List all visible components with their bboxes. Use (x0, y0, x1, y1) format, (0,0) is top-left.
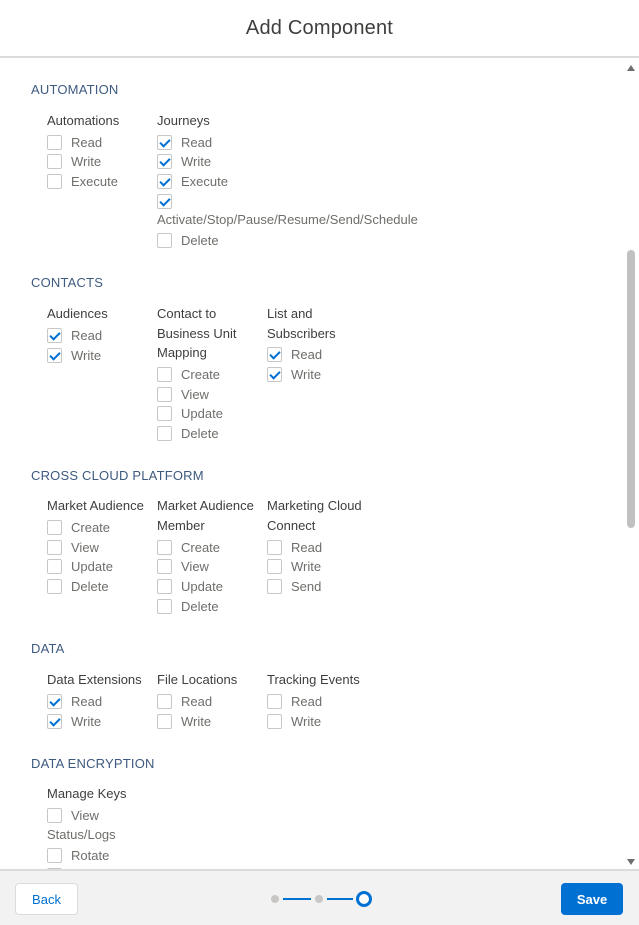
group-title-file-locations: File Locations (157, 672, 238, 687)
group-title-manage-keys: Manage Keys (47, 786, 127, 801)
checkbox-journeys-activate[interactable] (157, 192, 181, 210)
checkbox-journeys-read[interactable]: Read (157, 133, 212, 151)
scroll-thumb[interactable] (627, 250, 635, 528)
checkbox-icon[interactable] (47, 520, 62, 535)
checkbox-market-audience-view[interactable]: View (47, 538, 99, 556)
checkbox-icon[interactable] (47, 694, 62, 709)
group-title-tracking-events: Tracking Events (267, 672, 360, 687)
checkbox-icon[interactable] (47, 174, 62, 189)
checkbox-data-extensions-read[interactable]: Read (47, 692, 102, 710)
checkbox-automations-write[interactable]: Write (47, 152, 101, 170)
checkbox-icon[interactable] (157, 367, 172, 382)
checkbox-icon[interactable] (47, 808, 62, 823)
checkbox-bu-mapping-update[interactable]: Update (157, 404, 223, 422)
checkbox-manage-keys-rotate[interactable]: Rotate (47, 846, 109, 864)
section-title-automation: AUTOMATION (31, 82, 119, 97)
checkbox-mc-connect-send[interactable]: Send (267, 577, 321, 595)
checkbox-mc-connect-read[interactable]: Read (267, 538, 322, 556)
checkbox-market-audience-update[interactable]: Update (47, 557, 113, 575)
checkbox-mam-update[interactable]: Update (157, 577, 223, 595)
checkbox-icon[interactable] (267, 347, 282, 362)
checkbox-icon[interactable] (47, 848, 62, 863)
checkbox-journeys-delete[interactable]: Delete (157, 231, 219, 249)
modal-title: Add Component (245, 16, 394, 39)
checkbox-mam-create[interactable]: Create (157, 538, 220, 556)
checkbox-tracking-events-write[interactable]: Write (267, 712, 321, 730)
checkbox-icon[interactable] (267, 540, 282, 555)
checkbox-mam-delete[interactable]: Delete (157, 597, 219, 615)
group-title-journeys: Journeys (157, 113, 210, 128)
checkbox-icon[interactable] (267, 579, 282, 594)
checkbox-list-subscribers-write[interactable]: Write (267, 365, 321, 383)
checkbox-manage-keys-view[interactable]: View (47, 806, 99, 824)
checkbox-bu-mapping-view[interactable]: View (157, 385, 209, 403)
checkbox-icon[interactable] (157, 426, 172, 441)
checkbox-icon[interactable] (47, 579, 62, 594)
group-title-automations: Automations (47, 113, 120, 128)
checkbox-icon[interactable] (47, 348, 62, 363)
checkbox-audiences-read[interactable]: Read (47, 326, 102, 344)
group-title-market-audience: Market Audience (47, 498, 144, 513)
checkbox-journeys-execute[interactable]: Execute (157, 172, 228, 190)
checkbox-bu-mapping-delete[interactable]: Delete (157, 424, 219, 442)
section-title-data-encryption: DATA ENCRYPTION (31, 756, 155, 771)
group-title-list-subscribers: List and Subscribers (267, 306, 336, 341)
group-title-market-audience-member: Market Audience Member (157, 498, 254, 533)
group-title-data-extensions: Data Extensions (47, 672, 142, 687)
step-1-dot[interactable] (271, 895, 279, 903)
checkbox-mam-view[interactable]: View (157, 557, 209, 575)
checkbox-icon[interactable] (47, 540, 62, 555)
checkbox-icon[interactable] (47, 559, 62, 574)
modal-footer (0, 869, 639, 925)
checkbox-icon[interactable] (47, 154, 62, 169)
step-3-current[interactable] (356, 891, 372, 907)
checkbox-audiences-write[interactable]: Write (47, 346, 101, 364)
checkbox-icon[interactable] (157, 387, 172, 402)
checkbox-icon[interactable] (157, 579, 172, 594)
scroll-down-arrow-icon[interactable] (627, 859, 635, 865)
checkbox-icon[interactable] (47, 328, 62, 343)
save-button[interactable]: Save (561, 883, 623, 915)
checkbox-icon[interactable] (157, 559, 172, 574)
checkbox-icon[interactable] (157, 540, 172, 555)
checkbox-journeys-write[interactable]: Write (157, 152, 211, 170)
checkbox-icon[interactable] (157, 694, 172, 709)
checkbox-bu-mapping-create[interactable]: Create (157, 365, 220, 383)
checkbox-market-audience-delete[interactable]: Delete (47, 577, 109, 595)
checkbox-icon[interactable] (157, 714, 172, 729)
checkbox-icon[interactable] (157, 135, 172, 150)
group-title-bu-mapping: Contact to Business Unit Mapping (157, 306, 237, 360)
checkbox-icon[interactable] (157, 194, 172, 209)
section-title-contacts: CONTACTS (31, 275, 104, 290)
checkbox-icon[interactable] (267, 559, 282, 574)
checkbox-market-audience-create[interactable]: Create (47, 518, 110, 536)
scrollbar[interactable] (624, 60, 639, 869)
checkbox-automations-execute[interactable]: Execute (47, 172, 118, 190)
checkbox-icon[interactable] (157, 599, 172, 614)
modal-body[interactable] (0, 60, 624, 869)
checkbox-mc-connect-write[interactable]: Write (267, 557, 321, 575)
group-title-audiences: Audiences (47, 306, 108, 321)
checkbox-list-subscribers-read[interactable]: Read (267, 345, 322, 363)
checkbox-journeys-activate-label: Activate/Stop/Pause/Resume/Send/Schedule (157, 212, 418, 227)
checkbox-data-extensions-write[interactable]: Write (47, 712, 101, 730)
group-title-mc-connect: Marketing Cloud Connect (267, 498, 362, 533)
checkbox-icon[interactable] (267, 694, 282, 709)
checkbox-automations-read[interactable]: Read (47, 133, 102, 151)
checkbox-icon[interactable] (47, 135, 62, 150)
section-title-cross-cloud: CROSS CLOUD PLATFORM (31, 468, 204, 483)
section-title-data: DATA (31, 641, 65, 656)
step-2-dot[interactable] (315, 895, 323, 903)
modal-header (0, 0, 639, 58)
step-line-2 (327, 898, 353, 900)
scroll-up-arrow-icon[interactable] (627, 65, 635, 71)
checkbox-icon[interactable] (157, 233, 172, 248)
checkbox-icon[interactable] (157, 154, 172, 169)
checkbox-manage-keys-status-label: Status/Logs (47, 827, 116, 842)
checkbox-icon[interactable] (157, 174, 172, 189)
back-button[interactable]: Back (15, 883, 78, 915)
checkbox-file-locations-read[interactable]: Read (157, 692, 212, 710)
checkbox-icon[interactable] (47, 714, 62, 729)
checkbox-tracking-events-read[interactable]: Read (267, 692, 322, 710)
checkbox-icon[interactable] (157, 406, 172, 421)
checkbox-icon[interactable] (267, 714, 282, 729)
checkbox-file-locations-write[interactable]: Write (157, 712, 211, 730)
step-line-1 (283, 898, 311, 900)
checkbox-icon[interactable] (267, 367, 282, 382)
